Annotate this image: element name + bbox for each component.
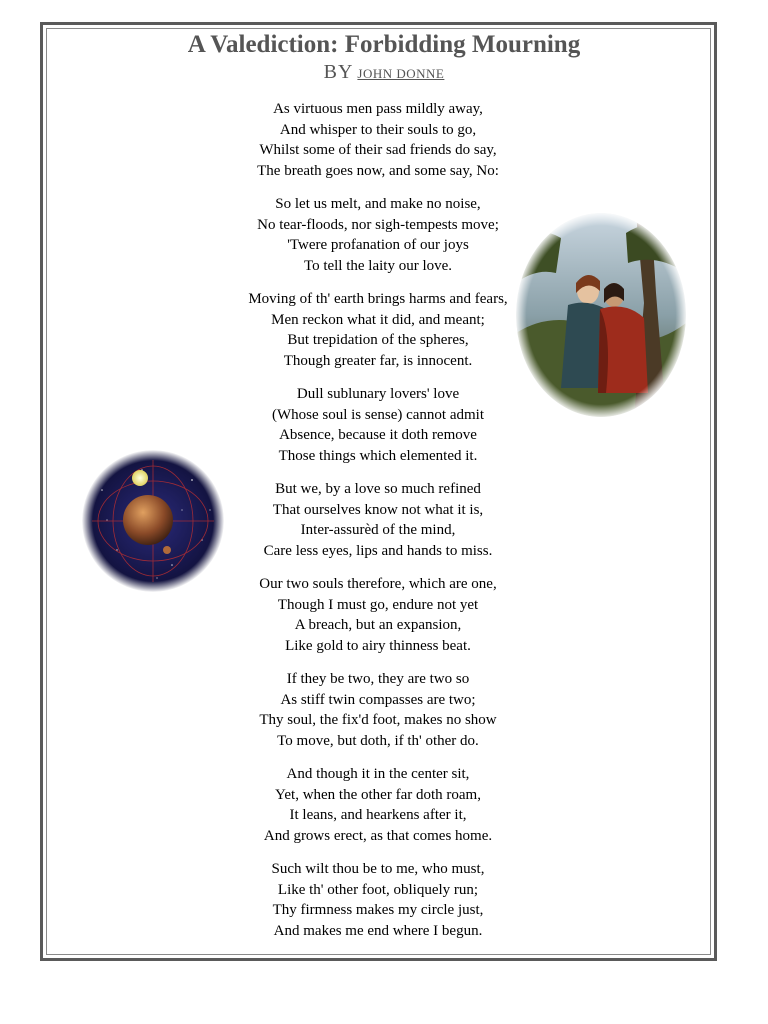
poem-line: But trepidation of the spheres, [287, 332, 469, 348]
poem-line: To move, but doth, if th' other do. [277, 732, 479, 749]
poem-line: And though it in the center sit, [286, 766, 470, 782]
poem-line: As virtuous men pass mildly away, [273, 101, 483, 117]
poem-line: Dull sublunary lovers' love [296, 386, 460, 402]
poem-title: A Valediction: Forbidding Mourning [187, 31, 581, 58]
poem-line: Such wilt thou be to me, who must, [271, 861, 485, 877]
poem-line: Inter-assurèd of the mind, [300, 522, 456, 538]
stanza [228, 289, 528, 371]
poem-line: So let us melt, and make no noise, [275, 196, 481, 212]
poem-line: But we, by a love so much refined [275, 481, 481, 497]
poem-line: If they be two, they are two so [286, 671, 470, 687]
poem-line: No tear-floods, nor sigh-tempests move; [257, 216, 499, 233]
stanza [228, 764, 528, 846]
poem-line: A breach, but an expansion, [294, 617, 462, 633]
poem-line: Moving of th' earth brings harms and fears, [248, 291, 508, 307]
poem-line: To tell the laity our love. [303, 257, 453, 274]
author-link[interactable]: JOHN DONNE [357, 66, 445, 81]
poem-line: Absence, because it doth remove [279, 427, 477, 443]
poem-body [228, 99, 528, 954]
poem-line: Our two souls therefore, which are one, [259, 576, 497, 592]
lovers-painting-image [516, 213, 686, 417]
byline [0, 60, 768, 86]
stanza [228, 99, 528, 181]
stanza [228, 194, 528, 276]
poem-line: Men reckon what it did, and meant; [271, 311, 485, 328]
poem-line: And makes me end where I begun. [273, 922, 483, 939]
poem-line: Though I must go, endure not yet [277, 596, 479, 613]
poem-line: Those things which elemented it. [278, 447, 478, 464]
stanza [228, 669, 528, 751]
poem-line: Care less eyes, lips and hands to miss. [263, 542, 493, 559]
stanza [228, 859, 528, 941]
stanza [228, 574, 528, 656]
poem-line: The breath goes now, and some say, No: [257, 162, 499, 179]
poem-line: (Whose soul is sense) cannot admit [271, 406, 485, 423]
poem-line: It leans, and hearkens after it, [289, 807, 467, 823]
poem-line: Thy firmness makes my circle just, [272, 902, 484, 918]
poem-line: Like th' other foot, obliquely run; [277, 881, 479, 898]
poem-line: Yet, when the other far doth roam, [275, 786, 481, 803]
poem-line: That ourselves know not what it is, [272, 501, 484, 518]
poem-line: Like gold to airy thinness beat. [285, 637, 471, 654]
stanza [228, 479, 528, 561]
poem-line: And whisper to their souls to go, [279, 121, 477, 138]
poem-line: Whilst some of their sad friends do say, [259, 142, 497, 158]
poem-line: And grows erect, as that comes home. [263, 827, 493, 844]
poem-line: Though greater far, is innocent. [283, 352, 473, 369]
planets-orbit-image [82, 450, 224, 592]
by-label: BY [323, 61, 354, 83]
poem-line: As stiff twin compasses are two; [280, 691, 476, 708]
poem-line: 'Twere profanation of our joys [287, 237, 469, 253]
stanza [228, 384, 528, 466]
poem-line: Thy soul, the fix'd foot, makes no show [259, 712, 497, 728]
